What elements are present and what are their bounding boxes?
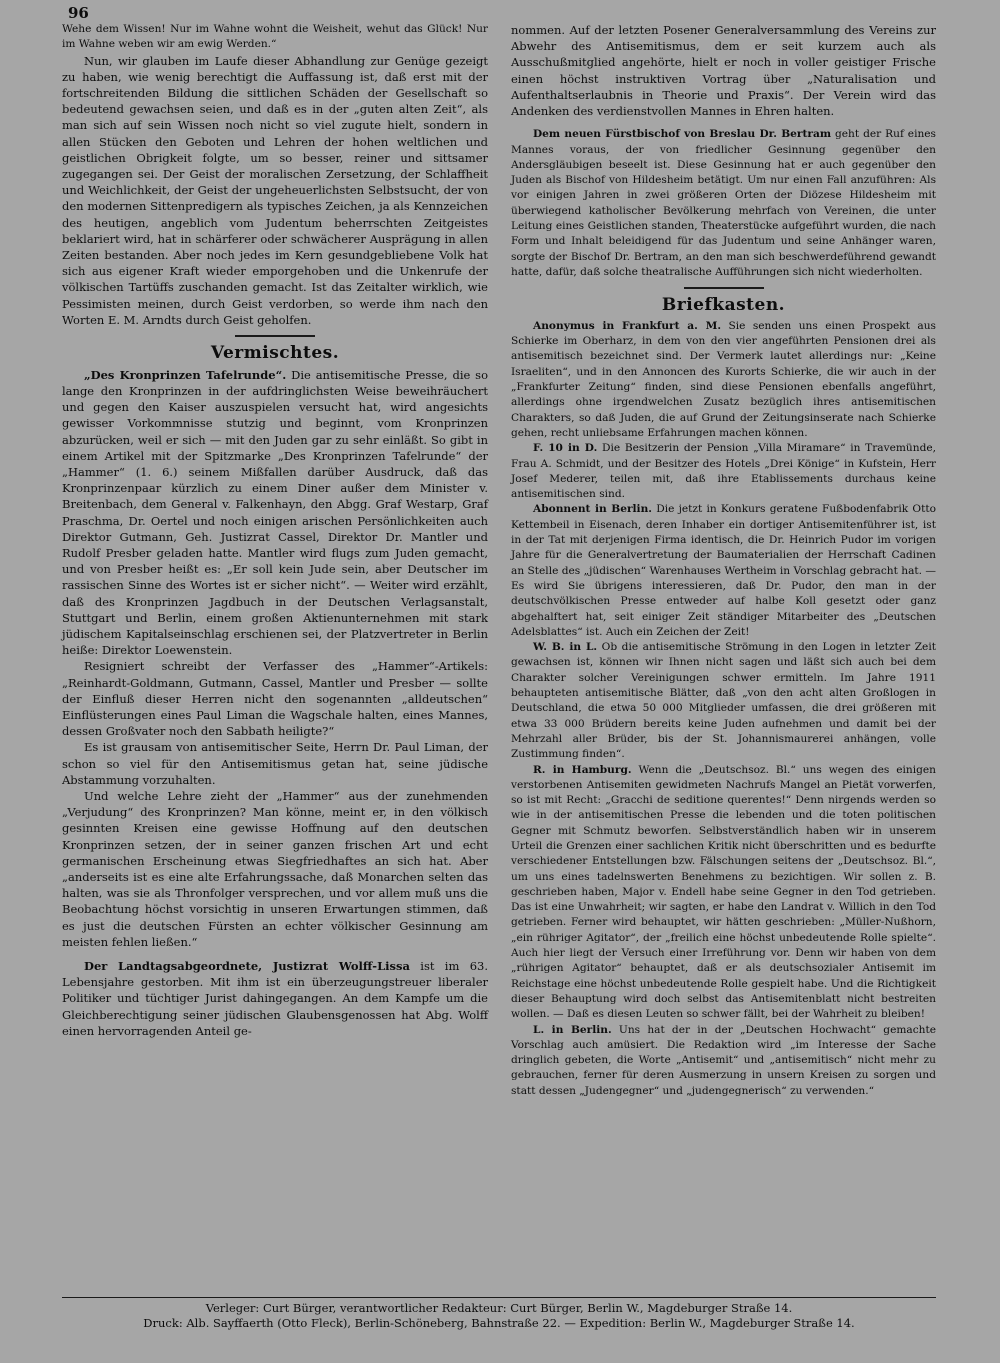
- letter-item: [511, 441, 936, 502]
- item-bertram: [511, 127, 936, 280]
- item-kronprinz-p4: Und welche Lehre zieht der „Hammer“ aus der zunehmenden „Verjudung“ des Kronprinzen? Man könne, meint er, in den völkisch gesinnten Kreisen eine gewisse Hoffnung auf den deutschen Kronprinzen setzen, der in seiner ganzen frischen Art und echt germanischen Erscheinung etwas Siegfriedhaftes an sich hat. Aber „anderseits ist es eine alte Erfahrungssache, daß Monarchen selten das halten, was sie als Thronfolger versprechen, und vor allem muß uns die Beobachtung höchst vorsichtig in unseren Erwartungen stimmen, daß es just die deutschen Fürsten an echter völkischer Gesinnung am meisten fehlen ließen.“: [62, 789, 488, 949]
- letter-text: Die jetzt in Konkurs geratene Fußbodenfabrik Otto Kettembeil in Eisenach, deren Inhaber ein dortiger Antisemitenführer ist, ist in der Tat mit derjenigen Firma identisch, die Dr. Heinrich Pudor im vorigen Jahre für die Generalvertretung der Baumaterialien der Herrschaft Cadinen an Stelle des „jüdischen“ Warenhauses Wertheim in Vorschlag gebracht hat. — Es wird Sie übrigens interessieren, daß Dr. Pudor, den man in der deutschvölkischen Presse entweder auf halbe Koll gesetzt oder ganz abgehalftert hat, seit einiger Zeit ständiger Mitarbeiter des „Deutschen Adelsblattes“ ist. Auch ein Zeichen der Zeit!: [511, 503, 936, 638]
- letter-text: Sie senden uns einen Prospekt aus Schierke im Oberharz, in dem von den vier angeführten Pensionen drei als antisemitisch bezeichnet sind. Der Vermerk lautet allerdings nur: „Keine Israeliten“, und in den Annoncen des Kurorts Schierke, die wir auch in der „Frankfurter Zeitung“ finden, sind diese Pensionen ebenfalls angeführt, allerdings ohne irgendwelchen Zusatz bezüglich ihres antisemitischen Charakters, so daß Juden, die auf Grund der Zeitungsinserate nach Schierke gehen, recht unliebsame Erfahrungen machen können.: [511, 319, 936, 439]
- section-heading-vermischtes: Vermischtes.: [210, 342, 340, 363]
- section-divider: [235, 335, 315, 337]
- letter-recipient: Abonnent in Berlin.: [533, 503, 652, 516]
- item-kronprinz-p3: Es ist grausam von antisemitischer Seite, Herrn Dr. Paul Liman, der schon so viel für den Antisemitismus getan hat, seine jüdische Abstammung vorzuhalten.: [62, 740, 488, 787]
- item-wolff-text: ist im 63. Lebensjahre gestorben. Mit ihm ist ein überzeugungstreuer liberaler Politiker und tüchtiger Jurist dahingegangen. An dem Kampfe um die Gleichberechtigung seiner jüdischen Glaubensgenossen hat Abg. Wolff einen hervorragenden Anteil ge-: [62, 959, 489, 1038]
- letter-recipient: L. in Berlin.: [533, 1023, 612, 1036]
- item-bertram-title: Dem neuen Fürstbischof von Breslau Dr. Bertram: [533, 128, 832, 141]
- printer-line: Druck: Alb. Sayffaerth (Otto Fleck), Berlin-Schöneberg, Bahnstraße 22. — Expedition: Berlin W., Magdeburger Straße 14.: [143, 1316, 855, 1330]
- item-kronprinz: [62, 367, 488, 659]
- section-divider: [684, 287, 764, 289]
- letter-text: Ob die antisemitische Strömung in den Logen in letzter Zeit gewachsen ist, können wir Ihnen nicht sagen und läßt sich auch bei dem Charakter solcher Vereinigungen schwer ermitteln. Im Jahre 1911 behaupteten antisemitische Blätter, daß „von den acht alten Großlogen in Deutschland, die etwa 50 000 Mitglieder umfassen, die drei größeren mit etwa 33 000 Brüdern bereits keine Juden aufnehmen und damit bei der Mehrzahl aller Brüder, bis der St. Johannismaurerei anhängen, volle Zustimmung finden“.: [511, 641, 936, 761]
- left-column: [62, 22, 488, 1039]
- section-heading-briefkasten: Briefkasten.: [661, 294, 786, 315]
- right-column: [511, 22, 936, 1099]
- item-wolff: [62, 958, 488, 1039]
- letter-recipient: Anonymus in Frankfurt a. M.: [533, 319, 722, 332]
- letter-recipient: R. in Hamburg.: [533, 763, 632, 776]
- item-kronprinz-p2: Resigniert schreibt der Verfasser des „Hammer“-Artikels: „Reinhardt-Goldmann, Gutmann, Cassel, Mantler und Presber — sollte der Einfluß dieser Herren nicht den sogenannten „alldeutschen“ Einflüsterungen eines Paul Liman die Wagschale halten, eines Mannes, dessen Großvater noch den Sabbath heiligte?“: [62, 659, 488, 739]
- letter-item: [511, 502, 936, 640]
- article-conclusion: Nun, wir glauben im Laufe dieser Abhandlung zur Genüge gezeigt zu haben, wie wenig berechtigt die Auffassung ist, daß erst mit der fortschreitenden Bildung die sittlichen Schäden der Gesellschaft so bedeutend gewachsen seien, und daß es in der „guten alten Zeit“, als man sich auf sein Wissen noch nicht so viel zugute hielt, sondern in allen Stücken den Geboten und Lehren der hohen weltlichen und geistlichen Obrigkeit folgte, um so besser, reiner und sittsamer zugegangen sei. Der Geist der moralischen Zersetzung, der Schlaffheit und Weichlichkeit, der Geist der ungeheuerlichsten Selbstsucht, der von den modernen Sittenpredigern als typisches Zeichen, ja als Kennzeichen des heutigen, angeblich vom Judentum beherrschten Zeitgeistes beklariert wird, hat in schärferer oder schwächerer Ausprägung in allen Zeiten bestanden. Aber noch jedes im Kern gesundgebliebene Volk hat sich aus eigener Kraft wieder emporgehoben und die Unkenrufe der völkischen Tartüffs zuschanden gemacht. Ist das Zeitalter wirklich, wie Pessimisten meinen, durch Geist verdorben, so werde ihm nach den Worten E. M. Arndts durch Geist geholfen.: [62, 53, 488, 327]
- item-kronprinz-title: „Des Kronprinzen Tafelrunde“.: [84, 367, 287, 382]
- item-kronprinz-text: Die antisemitische Presse, die so lange den Kronprinzen in der aufdringlichsten Weise beweihräuchert und gegen den Kaiser auszuspielen versucht hat, wird angesichts gewisser Vorkommnisse stutzig und beginnt, vom Kronprinzen abzurücken, weil er sich — mit den Juden gar zu sehr einläßt. So gibt in einem Artikel mit der Spitzmarke „Des Kronprinzen Tafelrunde“ der „Hammer“ (1. 6.) seinem Mißfallen darüber Ausdruck, daß das Kronprinzenpaar kürzlich zu einem Diner außer dem Minister v. Breitenbach, dem General v. Falkenhayn, den Abgg. Graf Westarp, Graf Praschma, Dr. Oertel und noch einigen arischen Persönlichkeiten auch Direktor Gutmann, Geh. Justizrat Cassel, Direktor Dr. Mantler und Rudolf Presber geladen hatte. Mantler wird flugs zum Juden gemacht, und von Presber heißt es: „Er soll kein Jude sein, aber Deutscher im rassischen Sinne des Wortes ist er sicher nicht“. — Weiter wird erzählt, daß des Kronprinzen Jagdbuch in der Deutschen Verlagsanstalt, Stuttgart und Berlin, einem großen Aktienunternehmen mit stark jüdischem Kapitalseinschlag erschienen sei, der Platzvertreter in Berlin heiße: Direktor Loewenstein.: [62, 367, 488, 658]
- item-bertram-text: geht der Ruf eines Mannes voraus, der von friedlicher Gesinnung gegenüber den Andersgläubigen beseelt ist. Diese Gesinnung hat er auch gegenüber den Juden als Bischof von Hildesheim betätigt. Um nur einen Fall anzuführen: Als vor einigen Jahren in zwei größeren Orten der Diözese Hildesheim mit überwiegend katholischer Bevölkerung mehrfach von Vereinen, die unter Leitung eines Geistlichen standen, Theaterstücke aufgeführt wurden, die nach Form und Inhalt beleidigend für das Judentum und seine Anhänger waren, sorgte der Bischof Dr. Bertram, an den man sich beschwerdeführend gewandt hatte, dafür, daß solche theatralische Aufführungen sich nicht wiederholten.: [511, 128, 936, 278]
- letter-item: [511, 763, 936, 1023]
- letter-item: [511, 319, 936, 441]
- publisher-line: Verleger: Curt Bürger, verantwortlicher Redakteur: Curt Bürger, Berlin W., Magdeburger Straße 14.: [205, 1301, 793, 1315]
- letter-recipient: F. 10 in D.: [533, 442, 598, 455]
- letter-text: Wenn die „Deutschsoz. Bl.“ uns wegen des einigen verstorbenen Antisemiten gewidmeten Nachrufs Mangel an Pietät vorwerfen, so ist mit Recht: „Gracchi de seditione querentes!“ Denn nirgends werden so wie in der antisemitischen Presse die lebenden und die toten politischen Gegner mit Schmutz beworfen. Selbstverständlich haben wir in unserem Urteil die Grenzen einer sachlichen Kritik nicht überschritten und es bedurfte verschiedener Entstellungen bzw. Fälschungen seitens der „Deutschsoz. Bl.“, um uns eines tadelnswerten Benehmens zu bezichtigen. Wir sollen z. B. geschrieben haben, Major v. Endell habe seine Gegner in den Tod getrieben. Das ist eine Unwahrheit; wir sagten, er habe den Landrat v. Willich in den Tod getrieben. Ferner wird behauptet, wir hätten geschrieben: „Müller-Nußhorn, „ein rühriger Agitator“, der „freilich eine höchst unbedeutende Rolle spielte“. Auch hier liegt der Versuch einer Irreführung vor. Denn wir haben von dem „rührigen Agitator“ behauptet, daß er als deutschsozialer Antisemit im Reichstage eine höchst unbedeutende Rolle gespielt habe. Und die Richtigkeit dieser Behauptung wird doch selbst das Antisemitenblatt nicht bestreiten wollen. — Daß es diesen Leuten so schwer fällt, bei der Wahrheit zu bleiben!: [511, 763, 937, 1021]
- item-wolff-continued: nommen. Auf der letzten Posener Generalversammlung des Vereins zur Abwehr des Antisemitismus, dem er seit kurzem auch als Ausschußmitglied angehörte, hielt er noch in voller geistiger Frische einen höchst instruktiven Vortrag über „Naturalisation und Aufenthaltserlaubnis in Theorie und Praxis“. Der Verein wird das Andenken des verdienstvollen Mannes in Ehren halten.: [511, 23, 936, 119]
- letter-recipient: W. B. in L.: [533, 641, 598, 654]
- footer-divider: [62, 1297, 936, 1298]
- quote-ending: Wehe dem Wissen! Nur im Wahne wohnt die Weisheit, wehut das Glück! Nur im Wahne weben wir am ewig Werden.“: [62, 23, 488, 51]
- letter-item: [511, 1023, 936, 1099]
- item-wolff-title: Der Landtagsabgeordnete, Justizrat Wolff-Lissa: [84, 959, 410, 974]
- letter-item: [511, 640, 936, 762]
- letter-text: Die Besitzerin der Pension „Villa Miramare“ in Travemünde, Frau A. Schmidt, und der Besitzer des Hotels „Drei Könige“ in Kufstein, Herr Josef Mederer, teilen mit, daß ihre Etablissements durchaus keine antisemitischen sind.: [511, 442, 936, 501]
- letter-text: Uns hat der in der „Deutschen Hochwacht“ gemachte Vorschlag auch amüsiert. Die Redaktion wird „im Interesse der Sache dringlich gebeten, die Worte „Antisemit“ und „antisemitisch“ nicht mehr zu gebrauchen, ferner für deren Ausmerzung in unsern Kreisen zu sorgen und statt dessen „Judengegner“ und „judengegnerisch“ zu verwenden.“: [511, 1023, 936, 1097]
- page-number: 96: [68, 4, 89, 22]
